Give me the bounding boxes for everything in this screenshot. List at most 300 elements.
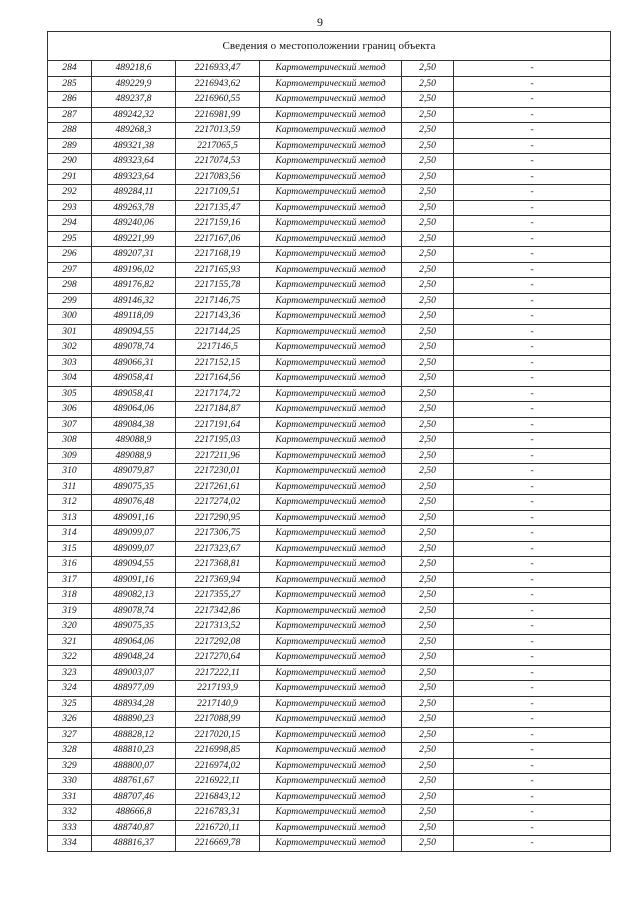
table-row — [48, 650, 611, 666]
coordinate-x-cell: 489323,64 — [92, 169, 176, 185]
accuracy-cell: 2,50 — [402, 758, 454, 774]
table-title-row — [48, 32, 611, 61]
coordinate-y-cell: 2217313,52 — [176, 619, 260, 635]
note-cell: - — [454, 216, 611, 232]
method-cell: Картометрический метод — [260, 526, 402, 542]
coordinate-y-cell: 2216960,55 — [176, 92, 260, 108]
table-row — [48, 681, 611, 697]
accuracy-cell: 2,50 — [402, 712, 454, 728]
note-cell: - — [454, 681, 611, 697]
note-cell: - — [454, 526, 611, 542]
point-number-cell: 317 — [48, 572, 92, 588]
coordinate-x-cell: 489321,38 — [92, 138, 176, 154]
point-number-cell: 299 — [48, 293, 92, 309]
coordinate-y-cell: 2217135,47 — [176, 200, 260, 216]
table-row — [48, 603, 611, 619]
accuracy-cell: 2,50 — [402, 340, 454, 356]
method-cell: Картометрический метод — [260, 92, 402, 108]
point-number-cell: 333 — [48, 820, 92, 836]
note-cell: - — [454, 805, 611, 821]
method-cell: Картометрический метод — [260, 433, 402, 449]
coordinate-x-cell: 489323,64 — [92, 154, 176, 170]
note-cell: - — [454, 572, 611, 588]
coordinate-y-cell: 2217164,56 — [176, 371, 260, 387]
note-cell: - — [454, 758, 611, 774]
accuracy-cell: 2,50 — [402, 262, 454, 278]
table-row — [48, 76, 611, 92]
method-cell: Картометрический метод — [260, 774, 402, 790]
method-cell: Картометрический метод — [260, 696, 402, 712]
coordinate-y-cell: 2216974,02 — [176, 758, 260, 774]
table-row — [48, 138, 611, 154]
note-cell: - — [454, 76, 611, 92]
coordinate-x-cell: 489263,78 — [92, 200, 176, 216]
point-number-cell: 304 — [48, 371, 92, 387]
note-cell: - — [454, 712, 611, 728]
table-row — [48, 433, 611, 449]
coordinate-x-cell: 488977,09 — [92, 681, 176, 697]
method-cell: Картометрический метод — [260, 247, 402, 263]
coordinate-y-cell: 2217146,5 — [176, 340, 260, 356]
coordinate-x-cell: 489094,55 — [92, 324, 176, 340]
note-cell: - — [454, 588, 611, 604]
point-number-cell: 324 — [48, 681, 92, 697]
table-row — [48, 526, 611, 542]
note-cell: - — [454, 619, 611, 635]
coordinate-y-cell: 2217355,27 — [176, 588, 260, 604]
coordinate-y-cell: 2217184,87 — [176, 402, 260, 418]
note-cell: - — [454, 309, 611, 325]
point-number-cell: 290 — [48, 154, 92, 170]
table-row — [48, 154, 611, 170]
coordinate-x-cell: 489196,02 — [92, 262, 176, 278]
coordinate-y-cell: 2216843,12 — [176, 789, 260, 805]
table-row — [48, 541, 611, 557]
accuracy-cell: 2,50 — [402, 820, 454, 836]
accuracy-cell: 2,50 — [402, 200, 454, 216]
point-number-cell: 287 — [48, 107, 92, 123]
coordinate-x-cell: 489088,9 — [92, 433, 176, 449]
method-cell: Картометрический метод — [260, 185, 402, 201]
coordinate-x-cell: 489003,07 — [92, 665, 176, 681]
accuracy-cell: 2,50 — [402, 805, 454, 821]
point-number-cell: 310 — [48, 464, 92, 480]
coordinate-y-cell: 2217292,08 — [176, 634, 260, 650]
coordinate-y-cell: 2217143,36 — [176, 309, 260, 325]
table-row — [48, 231, 611, 247]
point-number-cell: 321 — [48, 634, 92, 650]
method-cell: Картометрический метод — [260, 76, 402, 92]
accuracy-cell: 2,50 — [402, 278, 454, 294]
note-cell: - — [454, 727, 611, 743]
coordinate-y-cell: 2216981,99 — [176, 107, 260, 123]
point-number-cell: 334 — [48, 836, 92, 852]
table-row — [48, 402, 611, 418]
method-cell: Картометрический метод — [260, 123, 402, 139]
table-row — [48, 293, 611, 309]
accuracy-cell: 2,50 — [402, 464, 454, 480]
point-number-cell: 325 — [48, 696, 92, 712]
accuracy-cell: 2,50 — [402, 665, 454, 681]
table-row — [48, 247, 611, 263]
accuracy-cell: 2,50 — [402, 774, 454, 790]
coordinate-x-cell: 489066,31 — [92, 355, 176, 371]
coordinate-x-cell: 488934,28 — [92, 696, 176, 712]
method-cell: Картометрический метод — [260, 61, 402, 77]
accuracy-cell: 2,50 — [402, 371, 454, 387]
point-number-cell: 330 — [48, 774, 92, 790]
coordinate-y-cell: 2217140,9 — [176, 696, 260, 712]
accuracy-cell: 2,50 — [402, 789, 454, 805]
coordinate-y-cell: 2216998,85 — [176, 743, 260, 759]
coordinate-x-cell: 488810,23 — [92, 743, 176, 759]
coordinate-x-cell: 488890,23 — [92, 712, 176, 728]
note-cell: - — [454, 200, 611, 216]
accuracy-cell: 2,50 — [402, 634, 454, 650]
accuracy-cell: 2,50 — [402, 185, 454, 201]
point-number-cell: 315 — [48, 541, 92, 557]
method-cell: Картометрический метод — [260, 340, 402, 356]
note-cell: - — [454, 464, 611, 480]
method-cell: Картометрический метод — [260, 371, 402, 387]
point-number-cell: 320 — [48, 619, 92, 635]
table-row — [48, 619, 611, 635]
coordinate-y-cell: 2217020,15 — [176, 727, 260, 743]
coordinate-y-cell: 2217168,19 — [176, 247, 260, 263]
point-number-cell: 328 — [48, 743, 92, 759]
coordinate-y-cell: 2216933,47 — [176, 61, 260, 77]
table-row — [48, 727, 611, 743]
coordinate-x-cell: 488666,8 — [92, 805, 176, 821]
point-number-cell: 295 — [48, 231, 92, 247]
coordinate-y-cell: 2216783,31 — [176, 805, 260, 821]
note-cell: - — [454, 185, 611, 201]
coordinate-y-cell: 2216720,11 — [176, 820, 260, 836]
note-cell: - — [454, 541, 611, 557]
note-cell: - — [454, 61, 611, 77]
note-cell: - — [454, 247, 611, 263]
accuracy-cell: 2,50 — [402, 247, 454, 263]
method-cell: Картометрический метод — [260, 154, 402, 170]
coordinate-y-cell: 2217152,15 — [176, 355, 260, 371]
table-row — [48, 216, 611, 232]
coordinate-x-cell: 489064,06 — [92, 634, 176, 650]
accuracy-cell: 2,50 — [402, 417, 454, 433]
coordinate-x-cell: 489218,6 — [92, 61, 176, 77]
coordinate-x-cell: 489076,48 — [92, 495, 176, 511]
note-cell: - — [454, 433, 611, 449]
point-number-cell: 301 — [48, 324, 92, 340]
coordinate-x-cell: 489240,06 — [92, 216, 176, 232]
accuracy-cell: 2,50 — [402, 324, 454, 340]
coordinate-y-cell: 2217323,67 — [176, 541, 260, 557]
note-cell: - — [454, 417, 611, 433]
coordinate-y-cell: 2217159,16 — [176, 216, 260, 232]
coordinate-y-cell: 2217342,86 — [176, 603, 260, 619]
point-number-cell: 309 — [48, 448, 92, 464]
coordinate-y-cell: 2217195,03 — [176, 433, 260, 449]
coordinate-x-cell: 489091,16 — [92, 510, 176, 526]
method-cell: Картометрический метод — [260, 557, 402, 573]
table-row — [48, 479, 611, 495]
note-cell: - — [454, 510, 611, 526]
point-number-cell: 286 — [48, 92, 92, 108]
accuracy-cell: 2,50 — [402, 448, 454, 464]
point-number-cell: 307 — [48, 417, 92, 433]
note-cell: - — [454, 293, 611, 309]
coordinate-y-cell: 2217174,72 — [176, 386, 260, 402]
point-number-cell: 285 — [48, 76, 92, 92]
note-cell: - — [454, 634, 611, 650]
note-cell: - — [454, 262, 611, 278]
point-number-cell: 306 — [48, 402, 92, 418]
accuracy-cell: 2,50 — [402, 495, 454, 511]
method-cell: Картометрический метод — [260, 836, 402, 852]
coordinate-y-cell: 2217191,64 — [176, 417, 260, 433]
table-row — [48, 185, 611, 201]
point-number-cell: 318 — [48, 588, 92, 604]
coordinate-x-cell: 489237,8 — [92, 92, 176, 108]
table-row — [48, 572, 611, 588]
method-cell: Картометрический метод — [260, 712, 402, 728]
note-cell: - — [454, 340, 611, 356]
method-cell: Картометрический метод — [260, 758, 402, 774]
coordinate-x-cell: 489207,31 — [92, 247, 176, 263]
accuracy-cell: 2,50 — [402, 154, 454, 170]
note-cell: - — [454, 231, 611, 247]
accuracy-cell: 2,50 — [402, 76, 454, 92]
coordinate-x-cell: 488740,87 — [92, 820, 176, 836]
method-cell: Картометрический метод — [260, 541, 402, 557]
coordinate-y-cell: 2217270,64 — [176, 650, 260, 666]
method-cell: Картометрический метод — [260, 743, 402, 759]
table-row — [48, 107, 611, 123]
accuracy-cell: 2,50 — [402, 309, 454, 325]
coordinate-x-cell: 489088,9 — [92, 448, 176, 464]
method-cell: Картометрический метод — [260, 355, 402, 371]
note-cell: - — [454, 123, 611, 139]
coordinate-y-cell: 2217155,78 — [176, 278, 260, 294]
method-cell: Картометрический метод — [260, 650, 402, 666]
note-cell: - — [454, 448, 611, 464]
method-cell: Картометрический метод — [260, 169, 402, 185]
method-cell: Картометрический метод — [260, 572, 402, 588]
coordinate-x-cell: 489082,13 — [92, 588, 176, 604]
method-cell: Картометрический метод — [260, 619, 402, 635]
table-row — [48, 789, 611, 805]
note-cell: - — [454, 743, 611, 759]
table-row — [48, 123, 611, 139]
table-row — [48, 805, 611, 821]
accuracy-cell: 2,50 — [402, 681, 454, 697]
note-cell: - — [454, 820, 611, 836]
note-cell: - — [454, 650, 611, 666]
accuracy-cell: 2,50 — [402, 619, 454, 635]
point-number-cell: 302 — [48, 340, 92, 356]
coordinate-x-cell: 488800,07 — [92, 758, 176, 774]
method-cell: Картометрический метод — [260, 479, 402, 495]
coordinate-x-cell: 488761,67 — [92, 774, 176, 790]
note-cell: - — [454, 774, 611, 790]
coordinate-y-cell: 2217222,11 — [176, 665, 260, 681]
coordinate-x-cell: 489176,82 — [92, 278, 176, 294]
point-number-cell: 314 — [48, 526, 92, 542]
method-cell: Картометрический метод — [260, 464, 402, 480]
accuracy-cell: 2,50 — [402, 433, 454, 449]
table-row — [48, 588, 611, 604]
table-row — [48, 557, 611, 573]
table-row — [48, 417, 611, 433]
method-cell: Картометрический метод — [260, 138, 402, 154]
coordinate-y-cell: 2216669,78 — [176, 836, 260, 852]
note-cell: - — [454, 138, 611, 154]
table-row — [48, 448, 611, 464]
coordinate-x-cell: 489075,35 — [92, 479, 176, 495]
note-cell: - — [454, 495, 611, 511]
point-number-cell: 326 — [48, 712, 92, 728]
point-number-cell: 293 — [48, 200, 92, 216]
table-row — [48, 262, 611, 278]
table-row — [48, 495, 611, 511]
accuracy-cell: 2,50 — [402, 92, 454, 108]
table-row — [48, 464, 611, 480]
coordinate-y-cell: 2217144,25 — [176, 324, 260, 340]
coordinate-x-cell: 489146,32 — [92, 293, 176, 309]
method-cell: Картометрический метод — [260, 448, 402, 464]
coordinate-x-cell: 489284,11 — [92, 185, 176, 201]
note-cell: - — [454, 836, 611, 852]
point-number-cell: 300 — [48, 309, 92, 325]
point-number-cell: 311 — [48, 479, 92, 495]
point-number-cell: 291 — [48, 169, 92, 185]
method-cell: Картометрический метод — [260, 417, 402, 433]
point-number-cell: 297 — [48, 262, 92, 278]
coordinate-y-cell: 2217088,99 — [176, 712, 260, 728]
table-row — [48, 758, 611, 774]
table-row — [48, 92, 611, 108]
point-number-cell: 292 — [48, 185, 92, 201]
table-row — [48, 712, 611, 728]
accuracy-cell: 2,50 — [402, 696, 454, 712]
accuracy-cell: 2,50 — [402, 743, 454, 759]
note-cell: - — [454, 402, 611, 418]
coordinate-x-cell: 489079,87 — [92, 464, 176, 480]
method-cell: Картометрический метод — [260, 820, 402, 836]
coordinate-x-cell: 489229,9 — [92, 76, 176, 92]
coordinate-y-cell: 2217211,96 — [176, 448, 260, 464]
method-cell: Картометрический метод — [260, 262, 402, 278]
accuracy-cell: 2,50 — [402, 216, 454, 232]
note-cell: - — [454, 557, 611, 573]
coordinate-x-cell: 489078,74 — [92, 603, 176, 619]
coordinate-x-cell: 489099,07 — [92, 541, 176, 557]
point-number-cell: 322 — [48, 650, 92, 666]
coordinate-x-cell: 489075,35 — [92, 619, 176, 635]
accuracy-cell: 2,50 — [402, 386, 454, 402]
accuracy-cell: 2,50 — [402, 650, 454, 666]
coordinate-x-cell: 488816,37 — [92, 836, 176, 852]
accuracy-cell: 2,50 — [402, 836, 454, 852]
note-cell: - — [454, 479, 611, 495]
note-cell: - — [454, 107, 611, 123]
coordinate-x-cell: 489094,55 — [92, 557, 176, 573]
coordinate-x-cell: 488828,12 — [92, 727, 176, 743]
table-row — [48, 200, 611, 216]
point-number-cell: 312 — [48, 495, 92, 511]
coordinate-y-cell: 2217074,53 — [176, 154, 260, 170]
note-cell: - — [454, 154, 611, 170]
table-title: Сведения о местоположении границ объекта — [48, 32, 611, 61]
accuracy-cell: 2,50 — [402, 541, 454, 557]
coordinate-y-cell: 2217083,56 — [176, 169, 260, 185]
method-cell: Картометрический метод — [260, 665, 402, 681]
method-cell: Картометрический метод — [260, 603, 402, 619]
method-cell: Картометрический метод — [260, 634, 402, 650]
accuracy-cell: 2,50 — [402, 123, 454, 139]
point-number-cell: 316 — [48, 557, 92, 573]
point-number-cell: 308 — [48, 433, 92, 449]
accuracy-cell: 2,50 — [402, 588, 454, 604]
coordinate-x-cell: 489084,38 — [92, 417, 176, 433]
point-number-cell: 332 — [48, 805, 92, 821]
method-cell: Картометрический метод — [260, 588, 402, 604]
note-cell: - — [454, 169, 611, 185]
note-cell: - — [454, 355, 611, 371]
coordinate-x-cell: 489064,06 — [92, 402, 176, 418]
accuracy-cell: 2,50 — [402, 402, 454, 418]
coordinate-x-cell: 489091,16 — [92, 572, 176, 588]
coordinate-y-cell: 2217290,95 — [176, 510, 260, 526]
coordinate-x-cell: 489078,74 — [92, 340, 176, 356]
method-cell: Картометрический метод — [260, 107, 402, 123]
table-row — [48, 278, 611, 294]
accuracy-cell: 2,50 — [402, 572, 454, 588]
table-row — [48, 510, 611, 526]
point-number-cell: 294 — [48, 216, 92, 232]
point-number-cell: 284 — [48, 61, 92, 77]
accuracy-cell: 2,50 — [402, 557, 454, 573]
point-number-cell: 313 — [48, 510, 92, 526]
coordinate-y-cell: 2217306,75 — [176, 526, 260, 542]
table-row — [48, 169, 611, 185]
table-row — [48, 836, 611, 852]
note-cell: - — [454, 278, 611, 294]
table-row — [48, 340, 611, 356]
coordinate-y-cell: 2217167,06 — [176, 231, 260, 247]
accuracy-cell: 2,50 — [402, 107, 454, 123]
point-number-cell: 289 — [48, 138, 92, 154]
boundary-table — [47, 31, 611, 852]
accuracy-cell: 2,50 — [402, 603, 454, 619]
accuracy-cell: 2,50 — [402, 293, 454, 309]
method-cell: Картометрический метод — [260, 324, 402, 340]
accuracy-cell: 2,50 — [402, 138, 454, 154]
method-cell: Картометрический метод — [260, 402, 402, 418]
point-number-cell: 319 — [48, 603, 92, 619]
coordinate-y-cell: 2217146,75 — [176, 293, 260, 309]
coordinate-y-cell: 2217368,81 — [176, 557, 260, 573]
note-cell: - — [454, 603, 611, 619]
accuracy-cell: 2,50 — [402, 510, 454, 526]
coordinate-y-cell: 2217065,5 — [176, 138, 260, 154]
method-cell: Картометрический метод — [260, 386, 402, 402]
note-cell: - — [454, 696, 611, 712]
accuracy-cell: 2,50 — [402, 526, 454, 542]
coordinate-y-cell: 2217165,93 — [176, 262, 260, 278]
table-row — [48, 371, 611, 387]
boundary-table-body — [48, 32, 611, 852]
method-cell: Картометрический метод — [260, 278, 402, 294]
